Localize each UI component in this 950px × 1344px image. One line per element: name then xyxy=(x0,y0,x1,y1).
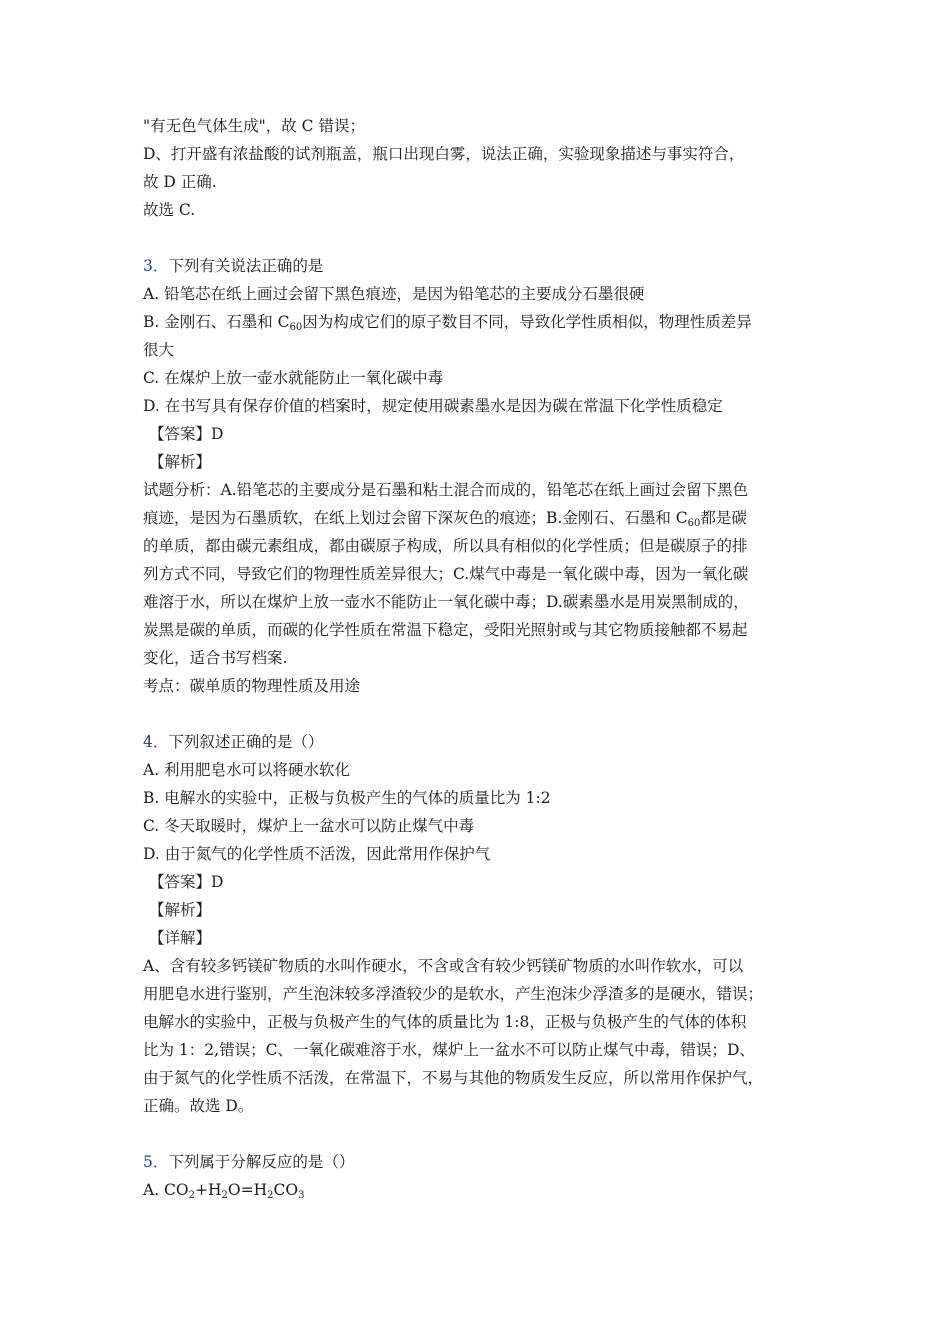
explanation-line: 由于氮气的化学性质不活泼，在常温下，不易与其他的物质发生反应，所以常用作保护气， xyxy=(143,1069,764,1087)
explanation-line: 比为 1：2,错误；C、一氧化碳难溶于水，煤炉上一盆水不可以防止煤气中毒，错误；D、 xyxy=(143,1041,755,1059)
answer-label: 【答案】D xyxy=(149,425,224,443)
explanation-line: 列方式不同，导致它们的物理性质差异很大；C.煤气中毒是一氧化碳中毒，因为一氧化碳 xyxy=(143,565,749,583)
question-4-stem xyxy=(143,728,823,756)
option-d: D. 在书写具有保存价值的档案时，规定使用碳素墨水是因为碳在常温下化学性质稳定 xyxy=(143,397,723,415)
option-b: B. 金刚石、石墨和 $C_{60}$因为构成它们的原子数目不同，导致化学性质相似，物理性质差异 xyxy=(143,313,752,333)
explanation-line: 炭黑是碳的单质，而碳的化学性质在常温下稳定，受阳光照射或与其它物质接触都不易起 xyxy=(143,621,748,639)
question-number: 4． xyxy=(143,733,169,751)
detail-label: 【详解】 xyxy=(149,929,212,947)
question-text: 下列有关说法正确的是 xyxy=(168,257,324,275)
answer-label: 【答案】D xyxy=(149,873,224,891)
document-page xyxy=(143,112,823,1204)
knowledge-point: 考点：碳单质的物理性质及用途 xyxy=(143,677,361,695)
option-d: D. 由于氮气的化学性质不活泼，因此常用作保护气 xyxy=(143,845,491,863)
analysis-label: 【解析】 xyxy=(149,901,212,919)
option-b-continued: 很大 xyxy=(143,341,175,359)
question-number: 5． xyxy=(143,1153,169,1171)
text-line: D、打开盛有浓盐酸的试剂瓶盖，瓶口出现白雾，说法正确，实验现象描述与事实符合， xyxy=(143,145,745,163)
option-c: C. 在煤炉上放一壶水就能防止一氧化碳中毒 xyxy=(143,369,444,387)
question-5-stem xyxy=(143,1148,823,1176)
question-text: 下列叙述正确的是（） xyxy=(168,733,324,751)
option-a: A. $CO_2+H_2O=H_2CO_3$ xyxy=(143,1181,305,1201)
explanation-line: A、含有较多钙镁矿物质的水叫作硬水，不含或含有较少钙镁矿物质的水叫作软水，可以 xyxy=(143,957,744,975)
option-c: C. 冬天取暖时，煤炉上一盆水可以防止煤气中毒 xyxy=(143,817,475,835)
text-line: 故 D 正确. xyxy=(143,173,217,191)
option-b: B. 电解水的实验中，正极与负极产生的气体的质量比为 1:2 xyxy=(143,789,551,807)
explanation-line: 的单质，都由碳元素组成，都由碳原子构成，所以具有相似的化学性质；但是碳原子的排 xyxy=(143,537,748,555)
explanation-line: 试题分析：A.铅笔芯的主要成分是石墨和粘土混合而成的，铅笔芯在纸上画过会留下黑色 xyxy=(143,481,749,499)
explanation-line: 变化，适合书写档案. xyxy=(143,649,288,667)
text-line: 故选 C. xyxy=(143,201,196,219)
explanation-line: 正确。故选 D。 xyxy=(143,1097,254,1115)
explanation-line: 电解水的实验中，正极与负极产生的气体的质量比为 1:8，正极与负极产生的气体的体积 xyxy=(143,1013,747,1031)
option-a: A. 利用肥皂水可以将硬水软化 xyxy=(143,761,351,779)
explanation-line: 难溶于水，所以在煤炉上放一壶水不能防止一氧化碳中毒；D.碳素墨水是用炭黑制成的， xyxy=(143,593,749,611)
question-number: 3． xyxy=(143,257,169,275)
explanation-line: 用肥皂水进行鉴别，产生泡沫较多浮渣较少的是软水，产生泡沫少浮渣多的是硬水，错误； xyxy=(143,985,764,1003)
explanation-line: 痕迹，是因为石墨质软，在纸上划过会留下深灰色的痕迹；B.金刚石、石墨和 $C_{60}$都是碳 xyxy=(143,509,747,529)
option-a: A. 铅笔芯在纸上画过会留下黑色痕迹，是因为铅笔芯的主要成分石墨很硬 xyxy=(143,285,645,303)
analysis-label: 【解析】 xyxy=(149,453,212,471)
question-3-stem xyxy=(143,252,823,280)
question-text: 下列属于分解反应的是（） xyxy=(168,1153,355,1171)
text-line: "有无色气体生成"，故 C 错误； xyxy=(143,117,365,135)
